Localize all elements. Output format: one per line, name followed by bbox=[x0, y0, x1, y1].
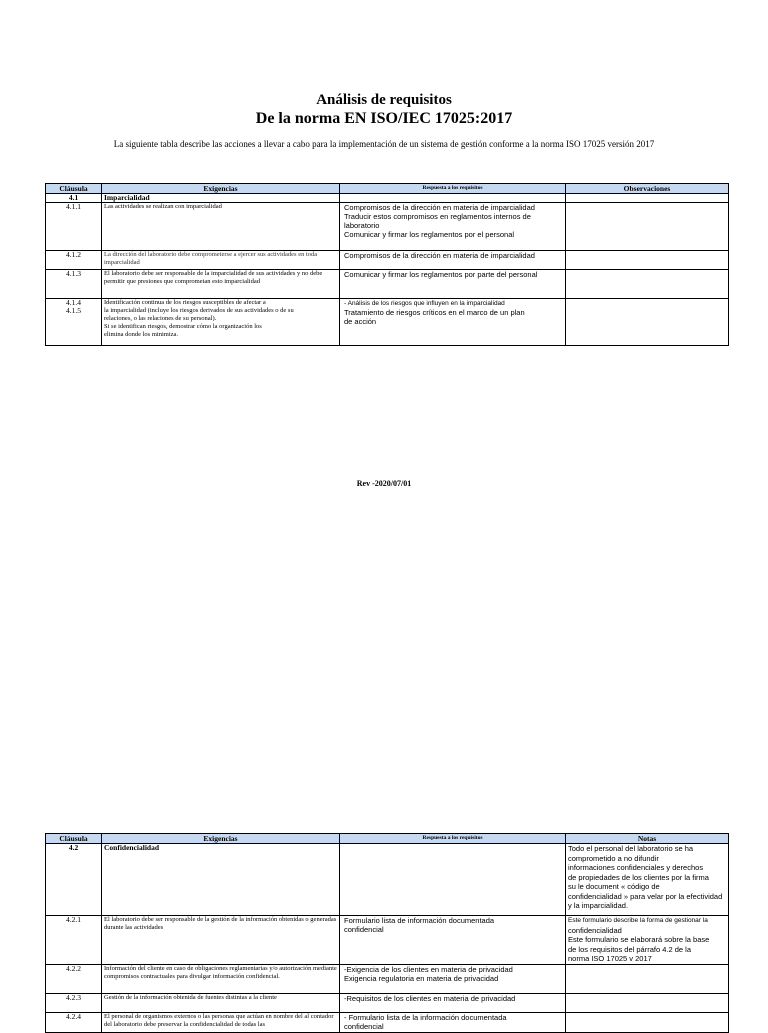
clause-cell: 4.1.2 bbox=[46, 251, 102, 270]
response-cell bbox=[340, 1012, 566, 1032]
notes-line: confidencialidad bbox=[568, 925, 622, 935]
clause-number: 4.1.4 bbox=[66, 298, 81, 307]
document-subtitle: De la norma EN ISO/IEC 17025:2017 bbox=[255, 110, 513, 127]
header-response: Respuesta a los requisitos bbox=[340, 834, 566, 844]
table-row bbox=[46, 270, 729, 299]
notes-cell bbox=[566, 203, 729, 251]
table-row bbox=[46, 844, 729, 916]
response-line: Formulario lista de información documentada bbox=[344, 916, 495, 925]
clause-cell: 4.2 bbox=[46, 844, 102, 916]
response-line: Comunicar y firmar los reglamentos por el personal bbox=[344, 230, 515, 239]
response-line: - Análisis de los riesgos que influyen en la imparcialidad bbox=[344, 300, 505, 307]
header-response: Respuesta a los requisitos bbox=[340, 184, 566, 194]
table-row bbox=[46, 1012, 729, 1032]
response-line: -Requisitos de los clientes en materia de privacidad bbox=[344, 993, 516, 1003]
response-cell bbox=[340, 916, 566, 965]
notes-line: de propiedades de los clientes por la firma bbox=[568, 872, 709, 882]
response-line: Compromisos de la dirección en materia de imparcialidad bbox=[344, 203, 535, 212]
table-row bbox=[46, 993, 729, 1012]
response-cell bbox=[340, 844, 566, 916]
response-line: confidencial bbox=[344, 1021, 384, 1031]
notes-line: Todo el personal del laboratorio se ha bbox=[568, 844, 694, 853]
document-title: Análisis de requisitos bbox=[316, 92, 452, 108]
response-line: confidencial bbox=[344, 925, 384, 934]
clause-cell: 4.2.1 bbox=[46, 916, 102, 965]
response-cell bbox=[340, 270, 566, 299]
response-line: - Formulario lista de la información documentada bbox=[344, 1012, 507, 1022]
notes-cell bbox=[566, 964, 729, 993]
requirement-line: la imparcialidad (incluye los riesgos derivados de sus actividades o de su bbox=[104, 307, 294, 314]
response-cell bbox=[340, 964, 566, 993]
requirements-table-impartiality bbox=[45, 183, 729, 346]
clause-cell: 4.2.4 bbox=[46, 1012, 102, 1032]
notes-line: Este formulario describe la forma de gestionar la bbox=[568, 917, 708, 924]
requirement-cell: El personal de organismos externos o las personas que actúan en nombre del al contador del laboratorio debe preservar la confidencialidad de todas las bbox=[102, 1012, 340, 1032]
table-row bbox=[46, 299, 729, 346]
response-cell bbox=[340, 203, 566, 251]
clause-cell: 4.1.1 bbox=[46, 203, 102, 251]
notes-cell bbox=[566, 844, 729, 916]
revision-label: Rev -2020/07/01 bbox=[356, 479, 412, 488]
notes-cell bbox=[566, 270, 729, 299]
table-row bbox=[46, 916, 729, 965]
clause-cell: 4.1 bbox=[46, 194, 102, 203]
requirement-line: Identificación continua de los riesgos susceptibles de afectar a bbox=[104, 299, 266, 306]
clause-cell: 4.2.3 bbox=[46, 993, 102, 1012]
table-row bbox=[46, 203, 729, 251]
header-notes: Notas bbox=[566, 834, 729, 844]
notes-cell bbox=[566, 916, 729, 965]
response-cell bbox=[340, 251, 566, 270]
clause-cell: 4.1.3 bbox=[46, 270, 102, 299]
notes-line: norma ISO 17025 v 2017 bbox=[568, 954, 652, 963]
header-requirements: Exigencias bbox=[102, 184, 340, 194]
header-clause: Cláusula bbox=[46, 184, 102, 194]
requirement-cell: La dirección del laboratorio debe comprometerse a ejercer sus actividades en toda imparcialidad bbox=[102, 251, 340, 270]
header-clause: Cláusula bbox=[46, 834, 102, 844]
notes-cell bbox=[566, 1012, 729, 1032]
requirement-cell bbox=[102, 299, 340, 346]
notes-cell bbox=[566, 251, 729, 270]
notes-line: y la imparcialidad. bbox=[568, 901, 629, 910]
response-line: Tratamiento de riesgos críticos en el marco de un plan bbox=[344, 308, 525, 317]
table-row bbox=[46, 251, 729, 270]
clause-cell: 4.2.2 bbox=[46, 964, 102, 993]
notes-line: de los requisitos del párrafo 4.2 de la bbox=[568, 944, 691, 954]
header-requirements: Exigencias bbox=[102, 834, 340, 844]
requirement-cell: El laboratorio debe ser responsable de la imparcialidad de sus actividades y no debe permitir que presiones que comprometan esto imparcialidad bbox=[102, 270, 340, 299]
notes-cell bbox=[566, 993, 729, 1012]
table-header-row bbox=[46, 184, 729, 194]
requirement-cell: Confidencialidad bbox=[102, 844, 340, 916]
response-line: Compromisos de la dirección en materia de imparcialidad bbox=[344, 251, 535, 260]
response-line: de acción bbox=[344, 317, 377, 326]
response-line: laboratorio bbox=[344, 221, 380, 230]
notes-line: Este formulario se elaborará sobre la base bbox=[568, 935, 710, 944]
response-line: Comunicar y firmar los reglamentos por parte del personal bbox=[344, 270, 538, 279]
requirement-cell: Las actividades se realizan con imparcialidad bbox=[102, 203, 340, 251]
requirement-line: relaciones, o las relaciones de su personal). bbox=[104, 315, 217, 322]
notes-line: informaciones confidenciales y derechos bbox=[568, 863, 704, 872]
header-notes: Observaciones bbox=[566, 184, 729, 194]
notes-cell bbox=[566, 299, 729, 346]
notes-line: comprometido a no difundir bbox=[568, 853, 659, 863]
requirement-cell: El laboratorio debe ser responsable de la gestión de la información obtenidas o generadas durante las actividades bbox=[102, 916, 340, 965]
notes-line: su le document « código de bbox=[568, 882, 660, 891]
table-header-row bbox=[46, 834, 729, 844]
table-row bbox=[46, 964, 729, 993]
requirement-line: Si se identifican riesgos, demostrar cómo la organización los bbox=[104, 323, 262, 330]
requirement-cell: Gestión de la información obtenida de fuentes distintas a la cliente bbox=[102, 993, 340, 1012]
requirement-cell: Imparcialidad bbox=[102, 194, 340, 203]
intro-text: La siguiente tabla describe las acciones a llevar a cabo para la implementación de un sistema de gestión conforme a la norma ISO 17025 versión 2017 bbox=[113, 139, 655, 149]
clause-cell bbox=[46, 299, 102, 346]
response-cell bbox=[340, 194, 566, 203]
requirements-table-confidentiality bbox=[45, 833, 729, 1033]
response-cell bbox=[340, 993, 566, 1012]
response-cell bbox=[340, 299, 566, 346]
requirement-line: elimina donde los minimiza. bbox=[104, 331, 179, 338]
response-line: Exigencia regulatoria en materia de privacidad bbox=[344, 973, 499, 983]
notes-line: confidencialidad » para velar por la efectividad bbox=[568, 891, 723, 901]
response-line: -Exigencia de los clientes en materia de privacidad bbox=[344, 964, 513, 974]
clause-number: 4.1.5 bbox=[66, 306, 81, 315]
table-row bbox=[46, 194, 729, 203]
notes-cell bbox=[566, 194, 729, 203]
requirement-cell: Información del cliente en caso de obligaciones reglamentarias y/o autorización mediante compromisos contractuales para divulgar información confidencial. bbox=[102, 964, 340, 993]
response-line: Traducir estos compromisos en reglamentos internos de bbox=[344, 212, 531, 221]
